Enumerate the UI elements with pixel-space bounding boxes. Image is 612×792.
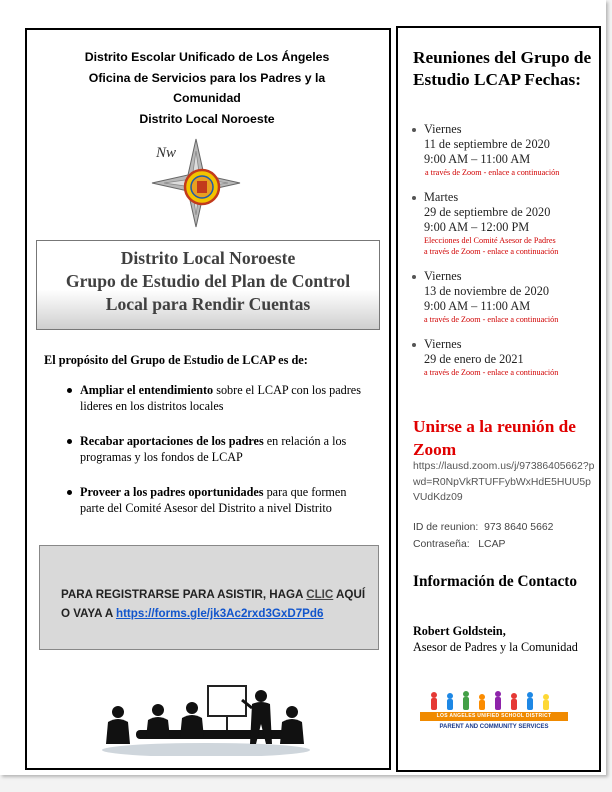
zoom-id-row xyxy=(413,519,596,536)
meeting-time: 9:00 AM – 12:00 PM xyxy=(424,220,530,234)
zoom-password-value: LCAP xyxy=(478,539,506,550)
zoom-heading: Unirse a la reunión de Zoom xyxy=(413,417,576,459)
title-line-3: Local para Rendir Cuentas xyxy=(105,294,311,314)
logo-band-text: LOS ANGELES UNIFIED SCHOOL DISTRICT xyxy=(436,713,552,719)
meeting-election-note: Elecciones del Comité Asesor de Padres xyxy=(424,236,556,245)
register-text-before: PARA REGISTRARSE PARA ASISTIR, HAGA xyxy=(61,588,307,601)
purpose-item xyxy=(80,433,370,465)
header xyxy=(40,47,374,129)
meeting-item xyxy=(412,337,598,378)
contact-role: Asesor de Padres y la Comunidad xyxy=(413,639,578,654)
title-line-2: Grupo de Estudio del Plan de Control xyxy=(65,271,351,291)
clic-link[interactable]: CLIC xyxy=(306,588,334,601)
logo-text: Nw xyxy=(156,145,177,161)
zoom-credentials xyxy=(413,519,596,553)
meeting-day: Viernes xyxy=(424,122,462,136)
meeting-item xyxy=(412,269,598,325)
parent-community-services-logo xyxy=(420,690,568,738)
purpose-item xyxy=(80,484,370,516)
purpose-item-bold: Ampliar el entendimiento xyxy=(80,383,214,397)
zoom-id-value: 973 8640 5662 xyxy=(484,522,554,533)
register-text-after: AQUÍ O VAYA A xyxy=(61,588,366,620)
meeting-dates-list xyxy=(412,122,598,390)
header-line-local-district: Distrito Local Noroeste xyxy=(139,111,275,126)
bullet-dot xyxy=(412,343,416,347)
meeting-zoom-note: a través de Zoom - enlace a continuación xyxy=(424,315,559,324)
purpose-list xyxy=(80,382,370,535)
zoom-password-row xyxy=(413,536,596,553)
meeting-zoom-note: a través de Zoom - enlace a continuación xyxy=(424,247,559,256)
meeting-day: Viernes xyxy=(424,269,462,283)
purpose-item-text: en relación a los programas y los fondos de LCAP xyxy=(80,434,347,464)
header-line-office: Oficina de Servicios para los Padres y la xyxy=(88,70,326,85)
meeting-date: 11 de septiembre de 2020 xyxy=(424,137,550,151)
header-line-district: Distrito Escolar Unificado de Los Ángeles xyxy=(84,50,330,64)
northwest-compass-logo xyxy=(150,137,242,229)
purpose-item-bold: Recabar aportaciones de los padres xyxy=(80,434,264,448)
bullet-dot xyxy=(412,196,416,200)
meeting-time: 9:00 AM – 11:00 AM xyxy=(424,299,531,313)
meeting-zoom-note: a través de Zoom - enlace a continuación xyxy=(424,368,559,377)
bullet-dot xyxy=(67,490,72,495)
bullet-dot xyxy=(67,439,72,444)
program-title-box xyxy=(36,240,380,330)
meeting-zoom-note: a través de Zoom - enlace a continuación xyxy=(425,168,560,177)
contact-name: Robert Goldstein, xyxy=(413,624,506,638)
meeting-item xyxy=(412,122,598,178)
meeting-date: 29 de enero de 2021 xyxy=(424,352,524,366)
registration-form-link[interactable]: https://forms.gle/jk3Ac2rxd3GxD7Pd6 xyxy=(115,607,324,620)
purpose-item-text: sobre el LCAP con los padres lideres en los distritos locales xyxy=(80,383,361,413)
meeting-day: Martes xyxy=(424,190,459,204)
purpose-item-text: para que formen parte del Comité Asesor del Distrito a nivel Distrito xyxy=(80,485,347,515)
zoom-id-label: ID de reunion: xyxy=(413,522,479,533)
meeting-day: Viernes xyxy=(424,337,462,351)
registration-box xyxy=(39,545,379,650)
purpose-item xyxy=(80,382,370,414)
zoom-meeting-link[interactable]: https://lausd.zoom.us/j/97386405662?pwd=R0NpVkRTUFFybWxHdE5HUU5pVUdKdz09 xyxy=(413,461,595,503)
meeting-time: 9:00 AM – 11:00 AM xyxy=(424,152,531,166)
bullet-dot xyxy=(412,275,416,279)
contact-info xyxy=(413,624,593,655)
header-line-community: Comunidad xyxy=(173,91,241,105)
meetings-title: Reuniones del Grupo de Estudio LCAP Fechas: xyxy=(413,48,592,89)
meeting-date: 29 de septiembre de 2020 xyxy=(424,205,551,219)
meeting-date: 13 de noviembre de 2020 xyxy=(424,284,549,298)
bullet-dot xyxy=(67,388,72,393)
meeting-item xyxy=(412,190,598,257)
meeting-silhouette-image xyxy=(96,682,316,756)
title-line-1: Distrito Local Noroeste xyxy=(120,248,296,268)
logo-subtitle: PARENT AND COMMUNITY SERVICES xyxy=(439,724,549,730)
zoom-password-label: Contraseña: xyxy=(413,539,470,550)
contact-heading: Información de Contacto xyxy=(413,573,578,590)
purpose-item-bold: Proveer a los padres oportunidades xyxy=(80,485,264,499)
purpose-intro: El propósito del Grupo de Estudio de LCAP es de: xyxy=(44,353,308,367)
people-figures-icon xyxy=(420,690,568,712)
bullet-dot xyxy=(412,128,416,132)
